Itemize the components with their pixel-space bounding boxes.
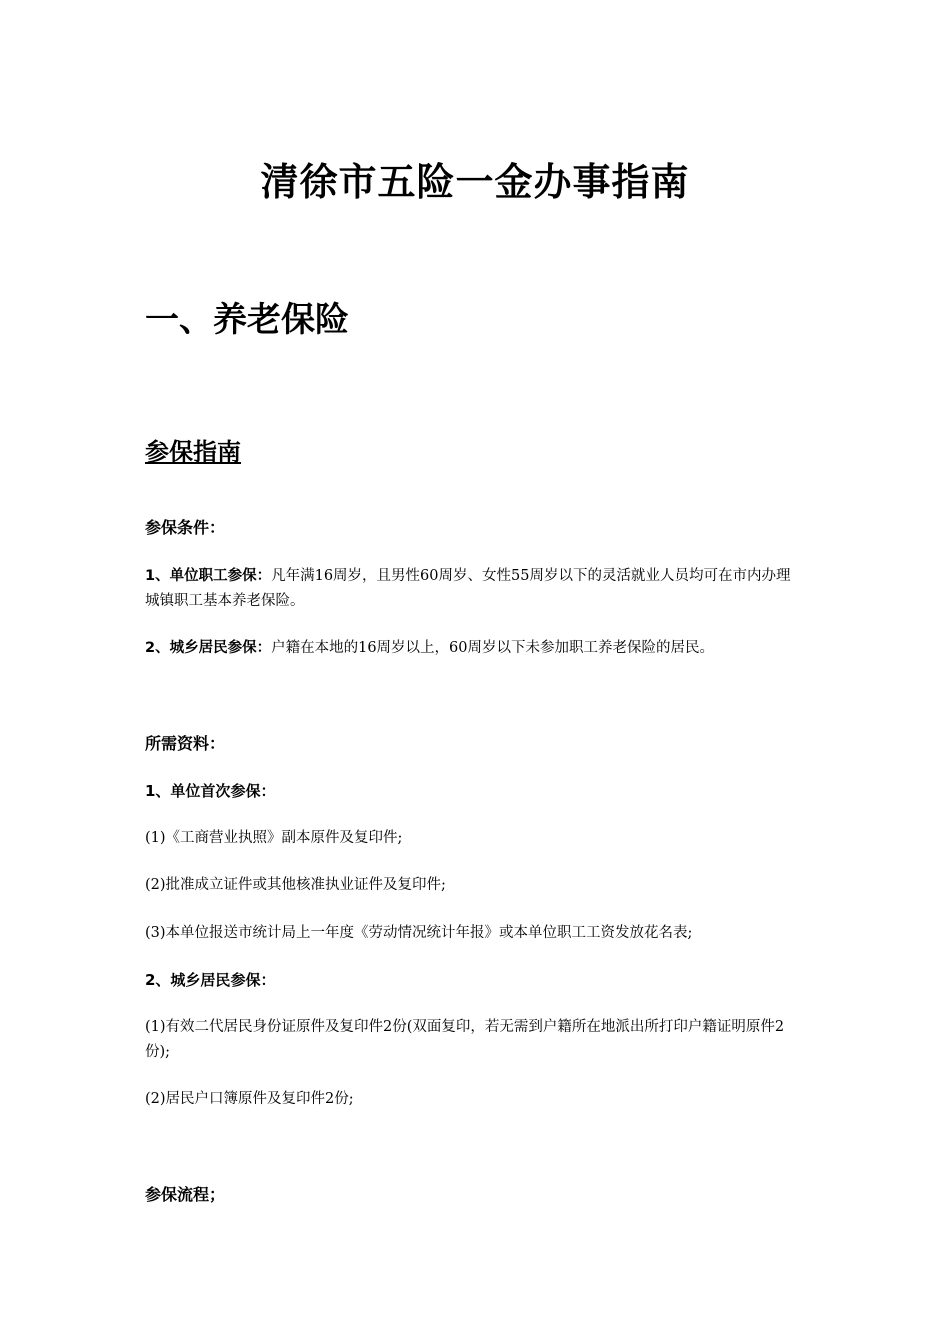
- section-heading-pension: 一、养老保险: [145, 300, 349, 340]
- conditions-label: 参保条件：: [145, 518, 226, 537]
- materials-unit-item: (2)批准成立证件或其他核准执业证件及复印件;: [145, 877, 446, 893]
- materials-resident-item: (1)有效二代居民身份证原件及复印件2份(双面复印，若无需到户籍所在地派出所打印户籍证明原件2份);: [145, 1019, 785, 1060]
- subheading-guide: 参保指南: [145, 438, 241, 466]
- process-label: 参保流程；: [145, 1185, 226, 1204]
- condition-item-resident: [145, 636, 800, 661]
- condition-item-unit-lead: 1、单位职工参保：: [145, 568, 272, 584]
- condition-item-resident-text: 户籍在本地的16周岁以上，60周岁以下未参加职工养老保险的居民。: [271, 640, 714, 656]
- condition-item-unit: [145, 564, 800, 614]
- materials-unit-label: 1、单位首次参保：: [145, 782, 276, 800]
- document-title: 清徐市五险一金办事指南: [260, 160, 690, 204]
- materials-resident-label: 2、城乡居民参保：: [145, 971, 276, 989]
- condition-item-resident-lead: 2、城乡居民参保：: [145, 640, 272, 656]
- materials-label: 所需资料：: [145, 734, 226, 753]
- materials-unit-item: (1)《工商营业执照》副本原件及复印件;: [145, 830, 403, 846]
- materials-unit-item: (3)本单位报送市统计局上一年度《劳动情况统计年报》或本单位职工工资发放花名表;: [145, 925, 693, 941]
- materials-resident-item: (2)居民户口簿原件及复印件2份;: [145, 1091, 354, 1107]
- condition-item-unit-text: 凡年满16周岁，且男性60周岁、女性55周岁以下的灵活就业人员均可在市内办理城镇职工基本养老保险。: [145, 568, 791, 609]
